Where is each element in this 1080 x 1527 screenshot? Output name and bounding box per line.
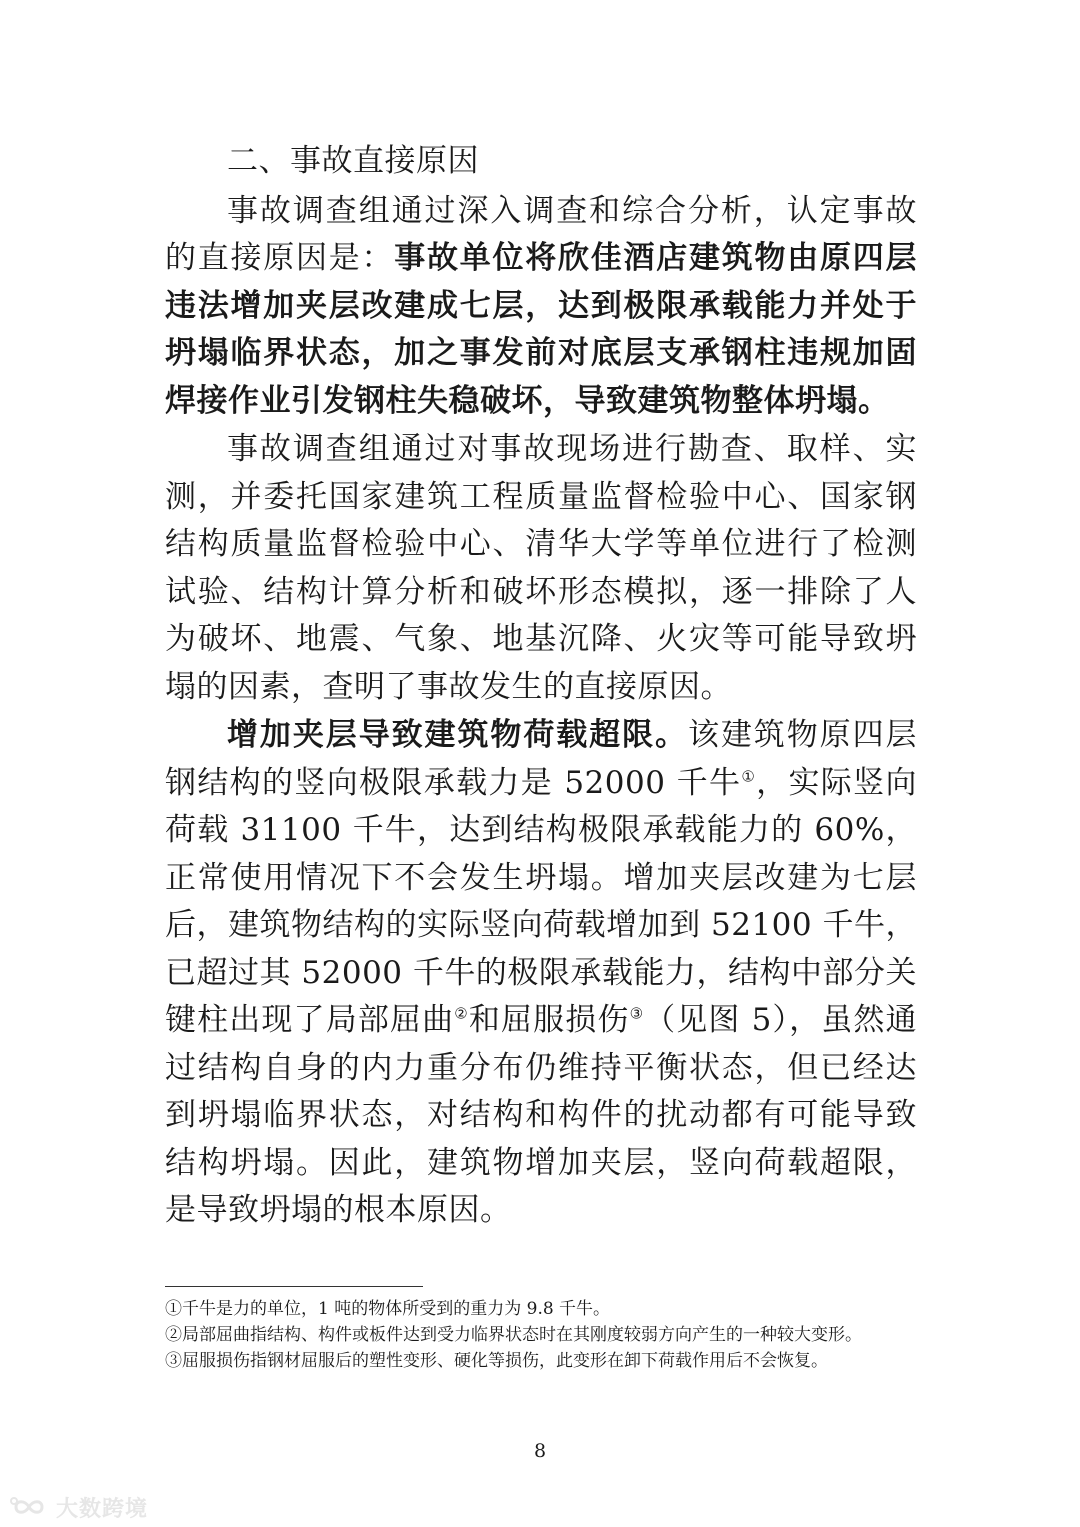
paragraph-bold-lead: 增加夹层导致建筑物荷载超限。 — [227, 717, 688, 753]
paragraph-investigation: 事故调查组通过对事故现场进行勘查、取样、实测，并委托国家建筑工程质量监督检验中心、国家钢结构质量监督检验中心、清华大学等单位进行了检测试验、结构计算分析和破坏形态模拟，逐一排除了人为破坏、地震、气象、地基沉降、火灾等可能导致坍塌的因素，查明了事故发生的直接原因。 — [165, 431, 917, 705]
footnote-ref-2: ② — [454, 1004, 469, 1023]
page-number: 8 — [533, 1440, 547, 1462]
footnote-2: ②局部屈曲指结构、构件或板件达到受力临界状态时在其刚度较弱方向产生的一种较大变形。 — [165, 1325, 862, 1345]
infinity-logo-icon — [8, 1495, 50, 1519]
footnote-ref-1: ① — [741, 767, 757, 786]
paragraph-bold-conclusion: 事故单位将欣佳酒店建筑物由原四层违法增加夹层改建成七层，达到极限承载能力并处于坍塌临界状态，加之事发前对底层支承钢柱违规加固焊接作业引发钢柱失稳破坏，导致建筑物整体坍塌。 — [165, 240, 917, 419]
paragraph-text-d: （见图 5），虽然通过结构自身的内力重分布仍维持平衡状态，但已经达到坍塌临界状态，对结构和构件的扰动都有可能导致结构坍塌。因此，建筑物增加夹层，竖向荷载超限，是导致坍塌的根本原因。 — [165, 1002, 917, 1228]
paragraph-text-c: 和屈服损伤 — [468, 1002, 630, 1038]
paragraph-text-a: 该建筑物原四层钢结构的竖向极限承载力是 52000 千牛 — [165, 717, 918, 801]
section-heading: 二、事故直接原因 — [227, 143, 479, 179]
footnote-1: ①千牛是力的单位，1 吨的物体所受到的重力为 9.8 千牛。 — [165, 1299, 611, 1319]
paragraph-text-b: ，实际竖向荷载 31100 千牛，达到结构极限承载能力的 60%，正常使用情况下不会发生坍塌。增加夹层改建为七层后，建筑物结构的实际竖向荷载增加到 52100 千牛，已超过其 52000 千牛的极限承载能力，结构中部分关键柱出现了局部屈曲 — [165, 764, 917, 1038]
footnote-ref-3: ③ — [629, 1004, 645, 1023]
watermark — [8, 1492, 148, 1522]
watermark-text: 大数跨境 — [56, 1496, 149, 1522]
footnote-3: ③屈服损伤指钢材屈服后的塑性变形、硬化等损伤，此变形在卸下荷载作用后不会恢复。 — [165, 1351, 828, 1371]
footnote-divider — [165, 1286, 423, 1287]
paragraph-direct-cause — [165, 188, 917, 426]
main-body — [165, 138, 917, 1236]
footnotes — [165, 1296, 917, 1374]
paragraph-lead-text: 事故调查组通过深入调查和综合分析，认定事故的直接原因是： — [165, 192, 917, 276]
paragraph-overload — [165, 712, 917, 1235]
